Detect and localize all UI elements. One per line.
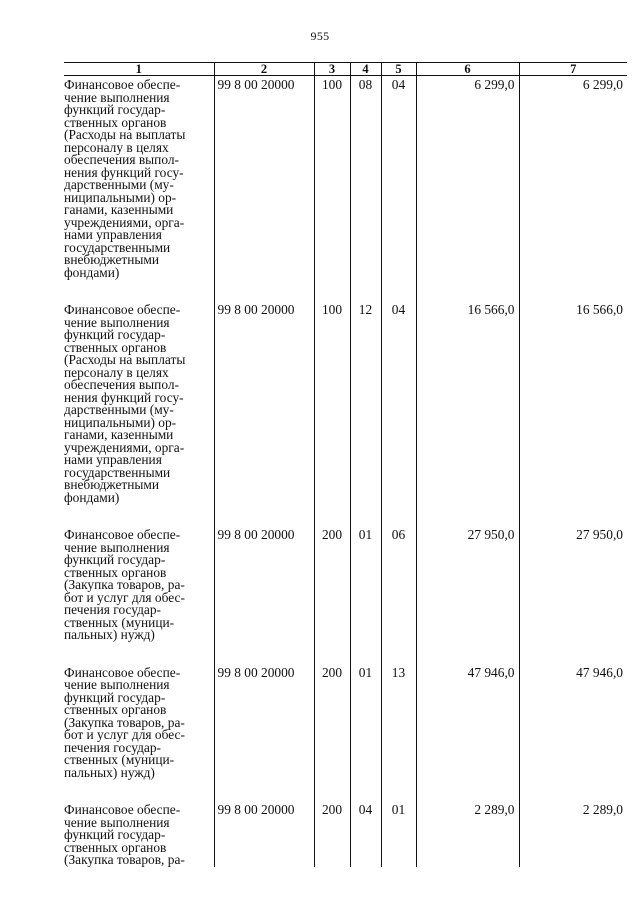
description-line: ственных органов (64, 339, 167, 355)
table-row (64, 279, 627, 504)
description-line: дарственными (му- (64, 402, 174, 417)
description-line: нами управления (64, 452, 162, 467)
row-expense-type: 200 (314, 504, 350, 642)
column-header-2: 2 (214, 63, 314, 76)
description-line: печения государ- (64, 739, 162, 755)
description-line: пальных) нужд) (64, 627, 155, 642)
description-line: ственных органов (64, 114, 167, 130)
description-line: чение выполнения (64, 314, 170, 330)
description-line: функций государ- (64, 552, 166, 567)
description-line: Финансовое обеспе- (64, 77, 181, 92)
row-amount-col7: 47 946,0 (519, 642, 627, 780)
description-line: фондами) (64, 264, 120, 280)
row-amount-col7: 6 299,0 (519, 76, 627, 280)
row-amount-col7: 16 566,0 (519, 279, 627, 504)
description-line: функций государ- (64, 689, 166, 705)
description-line: обеспечения выпол- (64, 152, 179, 167)
row-subsection: 06 (381, 504, 416, 642)
description-line: государственными (64, 464, 171, 480)
description-line: нами управления (64, 227, 162, 242)
description-line: функций государ- (64, 327, 166, 342)
row-target-article: 99 8 00 20000 (214, 279, 314, 504)
row-section: 01 (350, 642, 381, 780)
row-target-article: 99 8 00 20000 (214, 76, 314, 280)
column-header-1: 1 (64, 63, 214, 76)
description-line: бот и услуг для обес- (64, 727, 185, 742)
row-amount-col7: 2 289,0 (519, 779, 627, 867)
row-amount-col6: 6 299,0 (416, 76, 519, 280)
table-row (64, 76, 627, 280)
row-subsection: 04 (381, 279, 416, 504)
description-line: (Расходы на выплаты (64, 127, 186, 142)
description-line: учреждениями, орга- (64, 214, 185, 230)
description-line: внебюджетными (64, 477, 160, 492)
description-line: чение выполнения (64, 539, 170, 555)
description-line: обеспечения выпол- (64, 377, 179, 392)
description-line: нения функций госу- (64, 164, 184, 180)
description-line: печения государ- (64, 602, 162, 617)
row-section: 12 (350, 279, 381, 504)
row-section: 01 (350, 504, 381, 642)
row-section: 08 (350, 76, 381, 280)
description-line: Финансовое обеспе- (64, 802, 181, 817)
row-description (64, 279, 214, 504)
description-line: бот и услуг для обес- (64, 589, 185, 605)
row-target-article: 99 8 00 20000 (214, 504, 314, 642)
description-line: ственных (муници- (64, 614, 175, 630)
row-amount-col6: 2 289,0 (416, 779, 519, 867)
description-line: функций государ- (64, 102, 166, 117)
row-amount-col6: 47 946,0 (416, 642, 519, 780)
row-target-article: 99 8 00 20000 (214, 779, 314, 867)
row-amount-col6: 16 566,0 (416, 279, 519, 504)
description-line: ственных (муници- (64, 752, 175, 767)
description-line: (Расходы на выплаты (64, 352, 186, 367)
column-header-6: 6 (416, 63, 519, 76)
row-amount-col6: 27 950,0 (416, 504, 519, 642)
row-subsection: 01 (381, 779, 416, 867)
description-line: ниципальными) ор- (64, 414, 177, 430)
description-line: внебюджетными (64, 252, 160, 267)
description-line: учреждениями, орга- (64, 439, 185, 455)
row-description (64, 779, 214, 867)
table-row (64, 504, 627, 642)
row-subsection: 13 (381, 642, 416, 780)
description-line: Финансовое обеспе- (64, 302, 181, 317)
description-line: ственных органов (64, 564, 167, 580)
row-expense-type: 200 (314, 642, 350, 780)
description-line: чение выполнения (64, 677, 170, 692)
description-line: ниципальными) ор- (64, 189, 177, 205)
description-line: ганами, казенными (64, 202, 174, 217)
description-line: ственных органов (64, 702, 167, 717)
description-line: персоналу в целях (64, 139, 169, 155)
row-subsection: 04 (381, 76, 416, 280)
description-line: чение выполнения (64, 89, 170, 105)
table-row (64, 642, 627, 780)
row-amount-col7: 27 950,0 (519, 504, 627, 642)
row-expense-type: 200 (314, 779, 350, 867)
row-expense-type: 100 (314, 76, 350, 280)
row-target-article: 99 8 00 20000 (214, 642, 314, 780)
row-description (64, 504, 214, 642)
description-line: персоналу в целях (64, 364, 169, 380)
row-section: 04 (350, 779, 381, 867)
description-line: Финансовое обеспе- (64, 527, 181, 542)
row-description (64, 642, 214, 780)
description-line: Финансовое обеспе- (64, 664, 181, 680)
header-row (64, 63, 627, 76)
description-line: ственных органов (64, 839, 167, 855)
table-body (64, 76, 627, 867)
table-row (64, 779, 627, 867)
column-header-5: 5 (381, 63, 416, 76)
column-header-3: 3 (314, 63, 350, 76)
description-line: функций государ- (64, 827, 166, 842)
row-description (64, 76, 214, 280)
description-line: нения функций госу- (64, 389, 184, 405)
column-header-4: 4 (350, 63, 381, 76)
description-line: (Закупка товаров, ра- (64, 852, 185, 867)
description-line: государственными (64, 239, 171, 255)
page-number: 955 (310, 29, 330, 43)
budget-table (64, 62, 627, 867)
description-line: фондами) (64, 489, 120, 505)
description-line: (Закупка товаров, ра- (64, 577, 185, 592)
description-line: пальных) нужд) (64, 764, 155, 780)
row-expense-type: 100 (314, 279, 350, 504)
column-header-7: 7 (519, 63, 627, 76)
description-line: (Закупка товаров, ра- (64, 714, 185, 730)
description-line: ганами, казенными (64, 427, 174, 442)
description-line: дарственными (му- (64, 177, 174, 192)
description-line: чение выполнения (64, 814, 170, 830)
